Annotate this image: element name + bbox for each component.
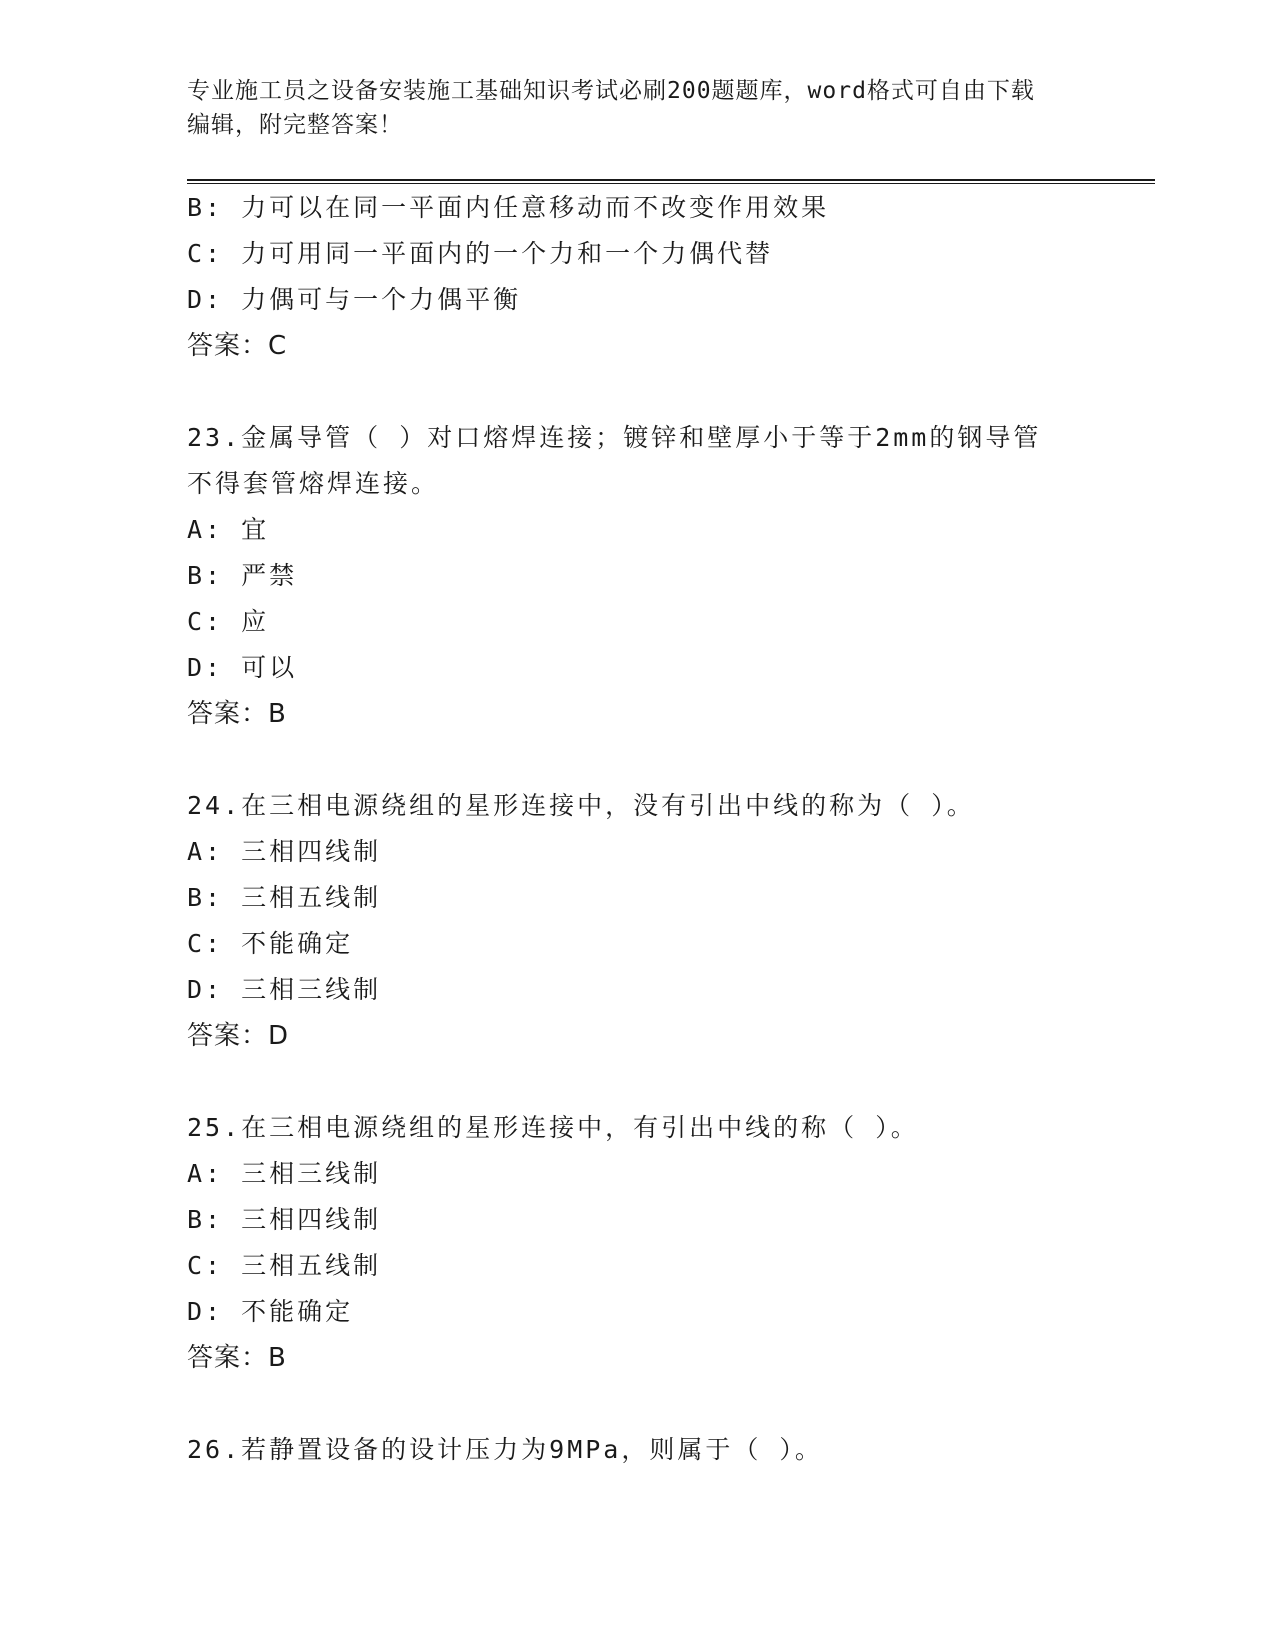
- question-22-continued: [187, 185, 1155, 369]
- option-a: A: 三相三线制: [187, 1159, 382, 1188]
- option-b: B: 三相五线制: [187, 883, 382, 912]
- question-stem: 23.金属导管（ ）对口熔焊连接；镀锌和壁厚小于等于2mm的钢导管: [187, 423, 1042, 452]
- option-d: D: 力偶可与一个力偶平衡: [187, 285, 522, 314]
- option-d: D: 三相三线制: [187, 975, 382, 1004]
- question-26: [187, 1427, 1155, 1473]
- answer: 答案：B: [187, 699, 287, 729]
- option-c: C: 三相五线制: [187, 1251, 382, 1280]
- question-24: [187, 783, 1155, 1059]
- header-title-line2: 编辑，附完整答案！: [187, 112, 403, 138]
- option-c: C: 力可用同一平面内的一个力和一个力偶代替: [187, 239, 774, 268]
- answer: 答案：C: [187, 331, 288, 361]
- question-stem: 24.在三相电源绕组的星形连接中，没有引出中线的称为（ ）。: [187, 791, 975, 820]
- option-d: D: 可以: [187, 653, 298, 682]
- question-23: [187, 415, 1155, 737]
- spacer: [187, 1381, 1155, 1427]
- question-stem-continued: 不得套管熔焊连接。: [187, 469, 440, 498]
- answer: 答案：D: [187, 1021, 290, 1051]
- option-a: A: 宜: [187, 515, 270, 544]
- question-list: [187, 185, 1155, 1473]
- option-b: B: 力可以在同一平面内任意移动而不改变作用效果: [187, 193, 830, 222]
- spacer: [187, 737, 1155, 783]
- document-header: [187, 74, 1087, 142]
- question-25: [187, 1105, 1155, 1381]
- option-a: A: 三相四线制: [187, 837, 382, 866]
- option-b: B: 严禁: [187, 561, 298, 590]
- header-title-line1: 专业施工员之设备安装施工基础知识考试必刷200题题库，word格式可自由下载: [187, 78, 1035, 104]
- question-stem: 26.若静置设备的设计压力为9MPa，则属于（ ）。: [187, 1435, 823, 1464]
- option-d: D: 不能确定: [187, 1297, 354, 1326]
- option-b: B: 三相四线制: [187, 1205, 382, 1234]
- header-divider: [187, 179, 1155, 184]
- spacer: [187, 369, 1155, 415]
- answer: 答案：B: [187, 1343, 287, 1373]
- option-c: C: 不能确定: [187, 929, 354, 958]
- question-stem: 25.在三相电源绕组的星形连接中，有引出中线的称（ ）。: [187, 1113, 919, 1142]
- spacer: [187, 1059, 1155, 1105]
- option-c: C: 应: [187, 607, 270, 636]
